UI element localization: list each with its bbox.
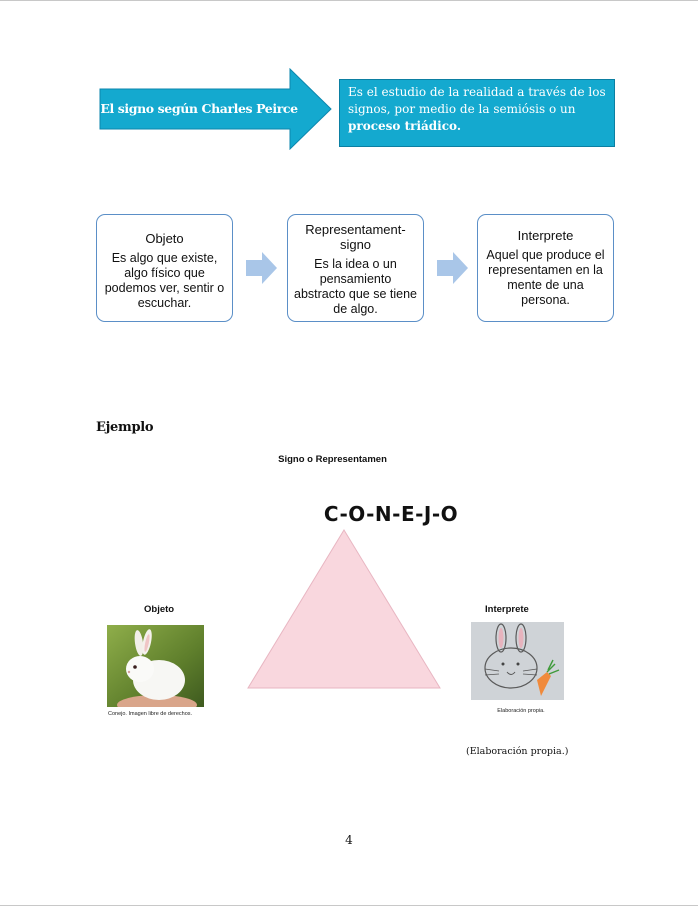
objeto-label: Objeto — [144, 604, 175, 615]
title-arrow — [99, 68, 332, 150]
title-arrow-label: El signo según Charles Peirce — [100, 100, 298, 116]
definition-box — [339, 79, 615, 147]
triad-triangle — [246, 528, 442, 690]
rabbit-photo-icon — [107, 625, 204, 707]
objeto-title: Objeto — [145, 231, 184, 246]
objeto-box — [96, 214, 233, 322]
signo-label: Signo o Representamen — [278, 454, 387, 465]
interprete-description: Aquel que produce el representamen en la mente de una persona. — [486, 248, 605, 307]
definition-text: Es el estudio de la realidad a través de los signos, por medio de la semiósis o un — [348, 85, 606, 116]
source-note: (Elaboración propia.) — [466, 746, 569, 757]
photo-caption: Conejo. Imagen libre de derechos. — [108, 711, 193, 717]
interprete-title: Interprete — [517, 228, 574, 243]
rabbit-photo — [107, 625, 204, 707]
rabbit-drawing-icon — [471, 622, 564, 700]
interprete-box — [477, 214, 614, 322]
drawing-caption: Elaboración propia. — [497, 708, 545, 714]
representamen-title: Representament-signo — [305, 222, 406, 252]
representamen-description: Es la idea o un pensamiento abstracto que se tiene de algo. — [294, 257, 417, 316]
interprete-label: Interprete — [485, 604, 529, 615]
page-top-edge — [0, 0, 698, 1]
example-figure — [96, 446, 569, 722]
representamen-box — [287, 214, 424, 322]
example-heading: Ejemplo — [96, 420, 154, 435]
flow-arrow-icon — [246, 252, 278, 284]
rabbit-drawing — [471, 622, 564, 700]
objeto-description: Es algo que existe, algo físico que podemos ver, sentir o escuchar. — [104, 251, 225, 310]
sign-word: C-O-N-E-J-O — [323, 502, 459, 526]
definition-bold-text: proceso triádico. — [348, 119, 462, 133]
page-number: 4 — [345, 833, 353, 847]
flow-arrow-icon — [437, 252, 469, 284]
